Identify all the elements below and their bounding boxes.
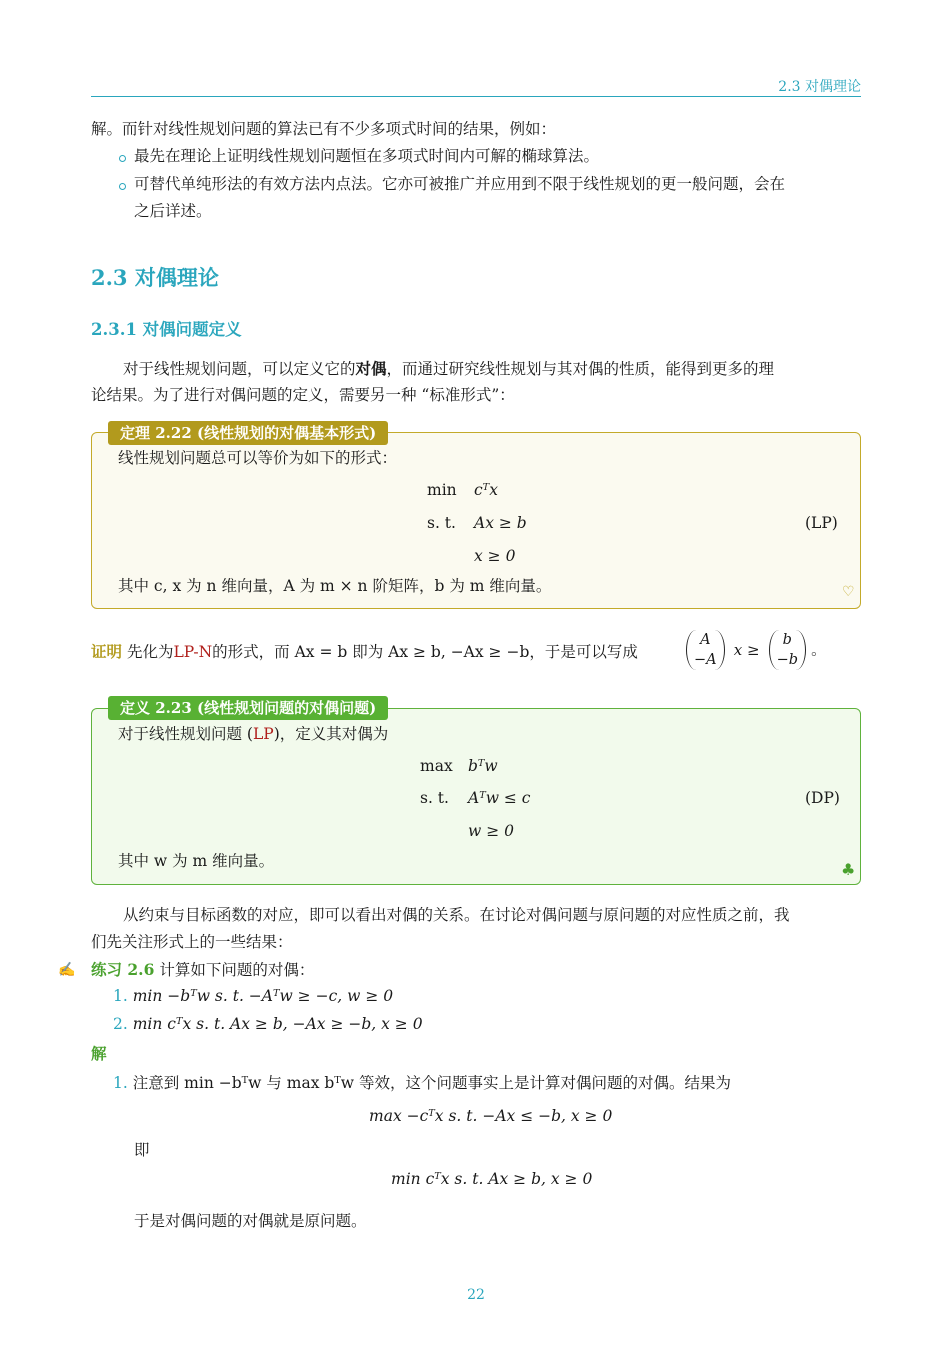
solution-label: 解 <box>91 1044 107 1063</box>
theorem-lead: 线性规划问题总可以等价为如下的形式： <box>118 449 398 467</box>
solution-item-1: 1. 注意到 min −bᵀw 与 max bᵀw 等效，这个问题事实上是计算对偶问题的对偶。结果为 <box>113 1074 732 1092</box>
pencil-icon: ✍ <box>58 962 76 978</box>
club-icon: ♣ <box>841 860 856 879</box>
page-number: 22 <box>467 1287 485 1303</box>
matrix-a: A −A <box>686 630 725 670</box>
lp-constraint: Ax ≥ b <box>474 514 527 532</box>
lp-objective: cᵀx <box>474 481 498 499</box>
theorem-footer: 其中 c, x 为 n 维向量，A 为 m × n 阶矩阵，b 为 m 维向量。 <box>118 577 552 595</box>
proof-label: 证明 <box>91 642 123 661</box>
exercise-heading: 练习 2.6 计算如下问题的对偶： <box>91 960 315 979</box>
definition-footer: 其中 w 为 m 维向量。 <box>118 852 275 870</box>
paragraph-correspondence-line2: 们先关注形式上的一些结果： <box>91 933 293 951</box>
paragraph-duality: 对于线性规划问题，可以定义它的对偶，而通过研究线性规划与其对偶的性质，能得到更多的理 <box>123 359 775 378</box>
lp-constraint-op: s. t. <box>427 514 456 532</box>
subsection-title: 2.3.1 对偶问题定义 <box>91 320 242 339</box>
ref-lp-n[interactable]: LP-N <box>173 643 213 661</box>
solution-eq-2: min cᵀx s. t. Ax ≥ b, x ≥ 0 <box>391 1170 593 1188</box>
solution-ji: 即 <box>134 1141 150 1159</box>
exercise-item: 2. min cᵀx s. t. Ax ≥ b, −Ax ≥ −b, x ≥ 0 <box>113 1015 423 1033</box>
paragraph-duality-line2: 论结果。为了进行对偶问题的定义，需要另一种 “标准形式”： <box>91 386 515 404</box>
matrix-b: b −b <box>769 630 806 670</box>
bullet-ellipsoid: 最先在理论上证明线性规划问题恒在多项式时间内可解的椭球算法。 <box>134 143 599 170</box>
ref-lp[interactable]: LP <box>252 725 274 743</box>
intro-line: 解。而针对线性规划问题的算法已有不少多项式时间的结果，例如： <box>91 120 557 138</box>
theorem-tag: 定理 2.22 (线性规划的对偶基本形式) <box>108 421 388 445</box>
lp-nonneg: x ≥ 0 <box>474 547 516 565</box>
lp-objective-op: min <box>427 481 457 499</box>
heart-icon: ♡ <box>842 584 855 600</box>
exercise-label: 练习 2.6 <box>91 960 155 979</box>
bullet-interior-point: 可替代单纯形法的有效方法内点法。它亦可被推广并应用到不限于线性规划的更一般问题，会在 <box>134 171 785 198</box>
dp-constraint: Aᵀw ≤ c <box>468 789 531 807</box>
proof-line: 证明 先化为LP-N的形式，而 Ax = b 即为 Ax ≥ b, −Ax ≥ −b，于是可以写成 <box>91 642 638 661</box>
definition-lead: 对于线性规划问题 (LP)，定义其对偶为 <box>118 725 389 743</box>
definition-tag: 定义 2.23 (线性规划问题的对偶问题) <box>108 696 388 720</box>
dp-label: (DP) <box>805 789 840 807</box>
dp-nonneg: w ≥ 0 <box>468 822 514 840</box>
proof-matrix-inequality: A −A x ≥ b −b 。 <box>686 630 826 670</box>
paragraph-correspondence: 从约束与目标函数的对应，即可以看出对偶的关系。在讨论对偶问题与原问题的对应性质之前，我 <box>123 906 790 924</box>
running-header <box>91 74 861 97</box>
lp-label: (LP) <box>805 514 838 532</box>
dp-objective-op: max <box>420 757 453 775</box>
solution-eq-1: max −cᵀx s. t. −Ax ≤ −b, x ≥ 0 <box>369 1107 613 1125</box>
dp-constraint-op: s. t. <box>420 789 449 807</box>
solution-conclusion: 于是对偶问题的对偶就是原问题。 <box>134 1212 367 1230</box>
header-section-title: 2.3 对偶理论 <box>778 79 861 95</box>
dp-objective: bᵀw <box>468 757 498 775</box>
section-title: 2.3 对偶理论 <box>91 265 219 290</box>
bullet-interior-point-cont: 之后详述。 <box>134 202 212 220</box>
bold-term: 对偶 <box>355 359 387 378</box>
exercise-item: 1. min −bᵀw s. t. −Aᵀw ≥ −c, w ≥ 0 <box>113 987 394 1005</box>
